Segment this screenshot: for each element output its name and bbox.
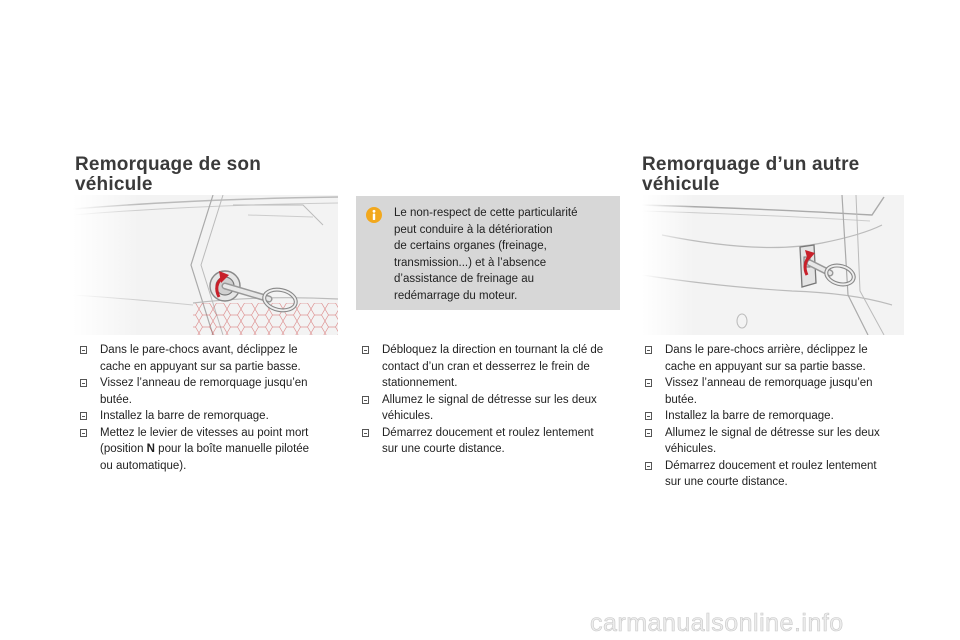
checkbox-bullet-icon — [362, 346, 369, 354]
step-line: véhicules. — [382, 410, 434, 422]
checkbox-bullet-icon — [362, 429, 369, 437]
list-item — [80, 425, 330, 475]
step-line: Démarrez doucement et roulez lentement — [665, 459, 877, 472]
step-line — [100, 441, 330, 458]
step-line: Vissez l’anneau de remorquage jusqu’en — [100, 377, 308, 389]
warning-text — [394, 205, 612, 304]
step-line: Dans le pare-chocs arrière, déclippez le — [665, 344, 868, 356]
title-line: Remorquage d’un autre — [642, 154, 860, 175]
step-line: Allumez le signal de détresse sur les deux — [665, 426, 880, 439]
steps-list-middle — [362, 342, 624, 458]
steps-list-other-vehicle — [645, 342, 905, 491]
step-line: Dans le pare-chocs avant, déclippez le — [100, 344, 298, 356]
warning-box — [356, 196, 620, 310]
list-item — [362, 392, 624, 425]
rear-towing-eye-illustration — [642, 195, 904, 335]
step-line: Mettez le levier de vitesses au point mort — [100, 426, 309, 439]
warning-line: Le non-respect de cette particularité — [394, 207, 578, 219]
checkbox-bullet-icon — [645, 412, 652, 420]
step-line: Débloquez la direction en tournant la clé de — [382, 344, 604, 356]
warning-line: redémarrage du moteur. — [394, 289, 518, 302]
list-item — [645, 458, 905, 491]
checkbox-bullet-icon — [362, 396, 369, 404]
list-item — [80, 342, 330, 375]
warning-line: d’assistance de freinage au — [394, 273, 535, 285]
step-line: butée. — [665, 393, 697, 406]
front-towing-eye-illustration — [73, 195, 338, 335]
list-item — [645, 375, 905, 408]
checkbox-bullet-icon — [80, 379, 87, 387]
list-item — [362, 342, 624, 392]
step-line: cache en appuyant sur sa partie basse. — [665, 360, 866, 373]
step-line: cache en appuyant sur sa partie basse. — [100, 360, 301, 373]
warning-line: de certains organes (freinage, — [394, 240, 547, 252]
step-line: butée. — [100, 393, 132, 406]
checkbox-bullet-icon — [80, 412, 87, 420]
list-item — [80, 408, 330, 425]
step-line: sur une courte distance. — [382, 443, 505, 455]
checkbox-bullet-icon — [80, 346, 87, 354]
list-item — [645, 425, 905, 458]
list-item — [80, 375, 330, 408]
checkbox-bullet-icon — [80, 429, 87, 437]
step-line: sur une courte distance. — [665, 476, 788, 488]
title-line: véhicule — [642, 174, 720, 195]
checkbox-bullet-icon — [645, 379, 652, 387]
list-item — [645, 342, 905, 375]
checkbox-bullet-icon — [645, 346, 652, 354]
step-line: contact d’un cran et desserrez le frein de — [382, 360, 590, 373]
title-line: véhicule — [75, 174, 153, 195]
checkbox-bullet-icon — [645, 429, 652, 437]
step-line: Installez la barre de remorquage. — [665, 410, 834, 422]
warning-line: peut conduire à la détérioration — [394, 223, 553, 236]
step-line: Vissez l’anneau de remorquage jusqu’en — [665, 377, 873, 389]
list-item — [362, 425, 624, 458]
section-title-own-vehicle — [75, 155, 335, 195]
step-text: pour la boîte manuelle pilotée — [154, 443, 310, 455]
title-line: Remorquage de son — [75, 154, 262, 175]
step-line: Allumez le signal de détresse sur les deux — [382, 393, 597, 406]
list-item — [645, 408, 905, 425]
info-icon — [366, 207, 382, 223]
watermark-text: carmanualsonline.info — [590, 609, 844, 637]
step-line: stationnement. — [382, 377, 458, 389]
section-title-other-vehicle — [642, 155, 902, 195]
gear-position-n: N — [146, 443, 155, 455]
warning-line: transmission...) et à l’absence — [394, 256, 547, 269]
step-line: véhicules. — [665, 443, 717, 455]
step-line: Installez la barre de remorquage. — [100, 410, 269, 422]
steps-list-own-vehicle — [80, 342, 330, 474]
step-line: Démarrez doucement et roulez lentement — [382, 426, 594, 439]
step-line: ou automatique). — [100, 459, 187, 472]
checkbox-bullet-icon — [645, 462, 652, 470]
step-text: (position — [100, 443, 147, 455]
